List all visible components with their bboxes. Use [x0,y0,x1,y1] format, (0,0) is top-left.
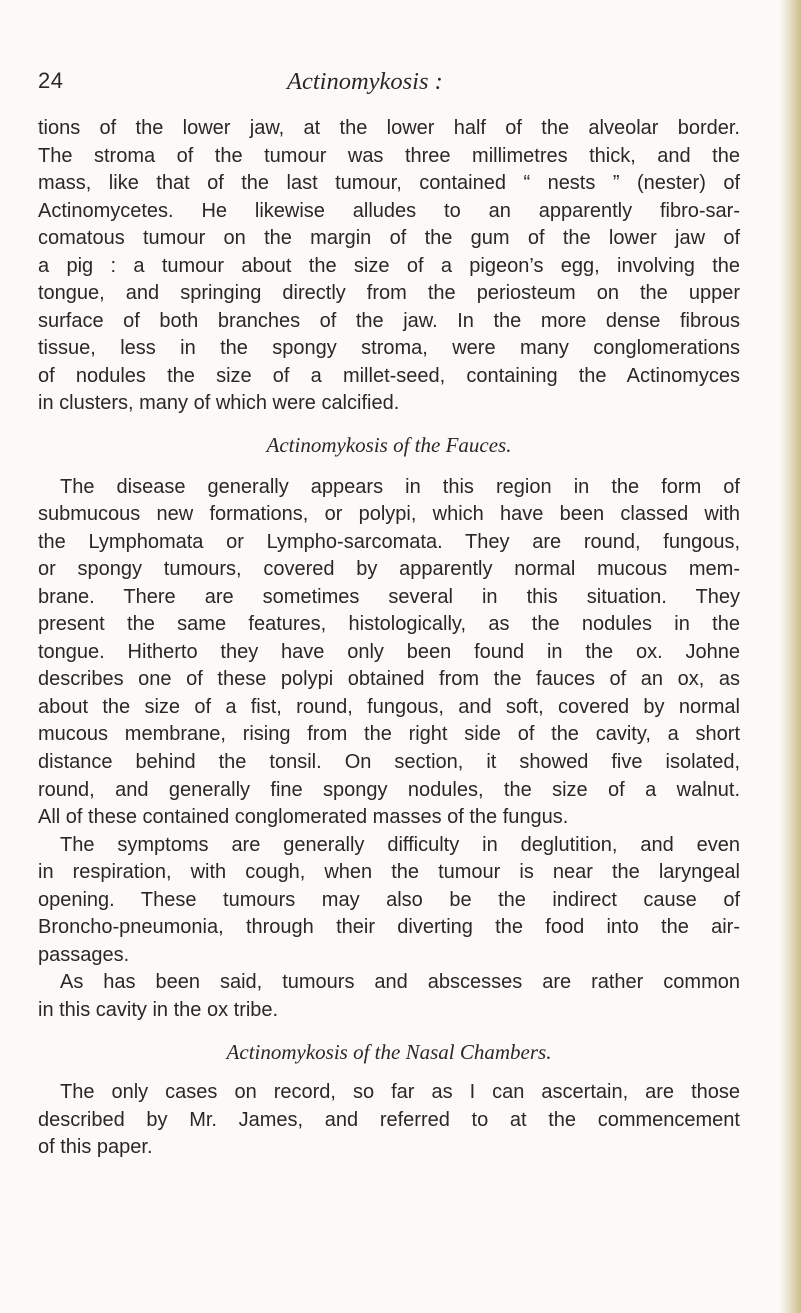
text-line: mass, like that of the last tumour, contained “ nests ” (nester) of [38,172,740,195]
text-line: The only cases on record, so far as I can ascertain, are those [60,1081,740,1104]
text-line: submucous new formations, or polypi, which have been classed with [38,503,740,526]
text-line: The stroma of the tumour was three millimetres thick, and the [38,144,740,167]
text-line: of this paper. [38,1136,153,1159]
text-line: surface of both branches of the jaw. In the more dense fibrous [38,309,740,332]
text-line: opening. These tumours may also be the indirect cause of [38,888,740,911]
text-line: tongue. Hitherto they have only been found in the ox. Johne [38,640,740,663]
text-line: tongue, and springing directly from the periosteum on the upper [38,282,740,305]
page-edge-shadow [779,0,801,1313]
text-line: described by Mr. James, and referred to at the commencement [38,1108,740,1131]
body-text [38,115,740,1162]
section-heading-nasal-chambers: Actinomykosis of the Nasal Chambers. [226,1039,552,1064]
text-line: passages. [38,943,130,966]
text-line: The disease generally appears in this region in the form of [60,475,740,498]
text-line: tions of the lower jaw, at the lower half of the alveolar border. [38,117,740,139]
text-line: As has been said, tumours and abscesses are rather common [60,971,740,994]
text-line: about the size of a fist, round, fungous, and soft, covered by normal [38,695,740,718]
text-line: tissue, less in the spongy stroma, were many conglomerations [38,337,740,360]
text-line: describes one of these polypi obtained from the fauces of an ox, as [38,668,740,691]
text-line: Actinomycetes. He likewise alludes to an apparently fibro-sar- [38,199,740,222]
text-line: of nodules the size of a millet-seed, containing the Actinomyces [38,364,740,387]
text-line: a pig : a tumour about the size of a pigeon’s egg, involving the [38,254,740,277]
text-line: brane. There are sometimes several in this situation. They [38,585,740,608]
text-line: present the same features, histologically, as the nodules in the [38,613,740,636]
page-number: 24 [38,68,64,93]
section-heading-fauces: Actinomykosis of the Fauces. [266,433,512,458]
text-line: The symptoms are generally difficulty in deglutition, and even [60,833,740,856]
text-line: Broncho-pneumonia, through their diverting the food into the air- [38,916,740,939]
text-line: round, and generally fine spongy nodules, the size of a walnut. [38,778,740,801]
text-line: mucous membrane, rising from the right side of the cavity, a short [38,723,740,746]
text-line: comatous tumour on the margin of the gum of the lower jaw of [38,227,740,250]
running-head: Actinomykosis : [287,68,443,95]
text-line: All of these contained conglomerated masses of the fungus. [38,806,569,829]
text-line: in clusters, many of which were calcified. [38,392,400,415]
page-header [38,68,738,100]
text-line: distance behind the tonsil. On section, it showed five isolated, [38,751,740,774]
text-line: or spongy tumours, covered by apparently normal mucous mem- [38,558,740,581]
text-line: the Lymphomata or Lympho-sarcomata. They are round, fungous, [38,530,740,553]
text-line: in respiration, with cough, when the tumour is near the laryngeal [38,861,740,884]
text-line: in this cavity in the ox tribe. [38,998,279,1021]
